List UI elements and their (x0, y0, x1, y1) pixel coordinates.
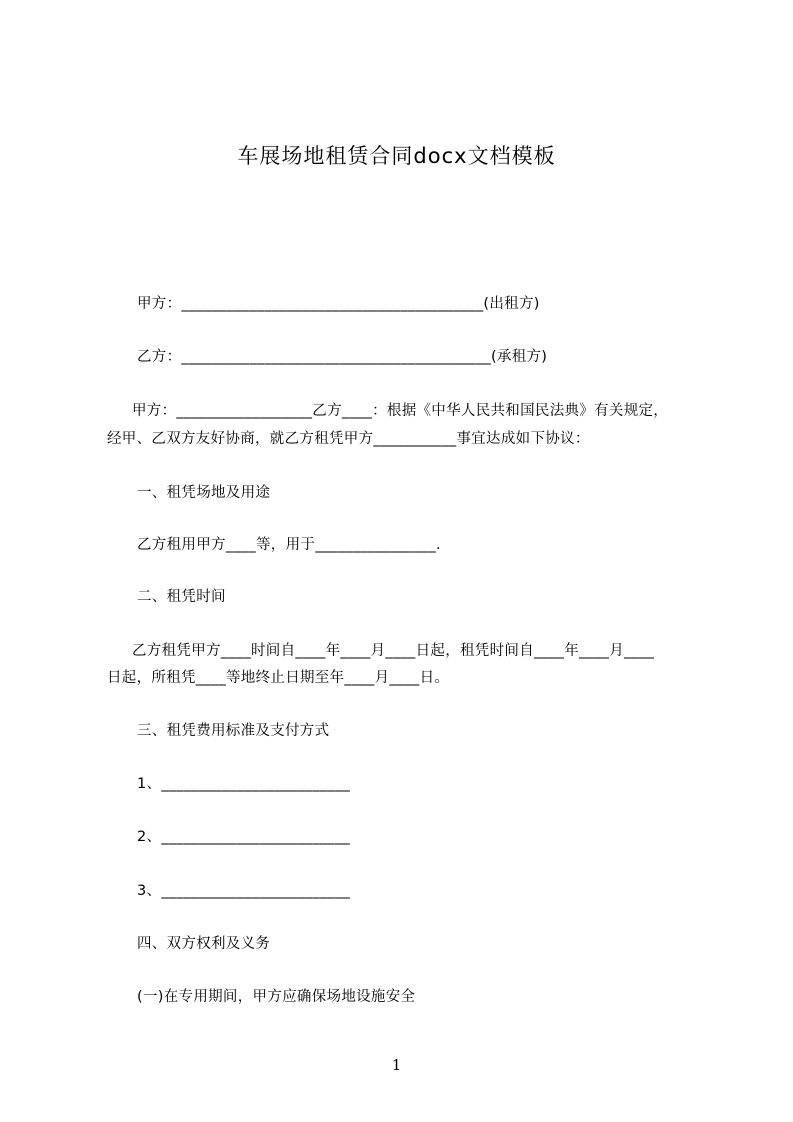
section-1-text: 乙方租用甲方____等，用于________________. (137, 537, 441, 553)
section-3-item-1: 1、_________________________ (137, 776, 351, 792)
section-4-heading: 四、双方权利及义务 (137, 936, 271, 952)
intro-line-2: 经甲、乙双方友好协商，就乙方租凭甲方___________事宜达成如下协议： (107, 431, 590, 447)
section-4-item-1: (一)在专用期间，甲方应确保场地设施安全 (137, 989, 416, 1005)
section-2-line-2: 日起，所租凭____等地终止日期至年____月____日。 (107, 670, 450, 686)
party-b-line: 乙方：_________________________________________(承租方) (137, 349, 548, 365)
section-2-heading: 二、租凭时间 (137, 589, 226, 605)
intro-line-1: 甲方：__________________乙方____：根据《中华人民共和国民法典》有关规定， (132, 403, 669, 419)
section-3-item-3: 3、_________________________ (137, 883, 351, 899)
section-3-item-2: 2、_________________________ (137, 829, 351, 845)
party-a-line: 甲方：________________________________________(出租方) (137, 296, 540, 312)
page-number: 1 (391, 1056, 402, 1074)
section-2-line-1: 乙方租凭甲方____时间自____年____月____日起，租凭时间自____年____月____ (132, 643, 655, 659)
document-title: 车展场地租赁合同docx文档模板 (237, 144, 556, 168)
section-3-heading: 三、租凭费用标准及支付方式 (137, 723, 330, 739)
section-1-heading: 一、租凭场地及用途 (137, 485, 271, 501)
